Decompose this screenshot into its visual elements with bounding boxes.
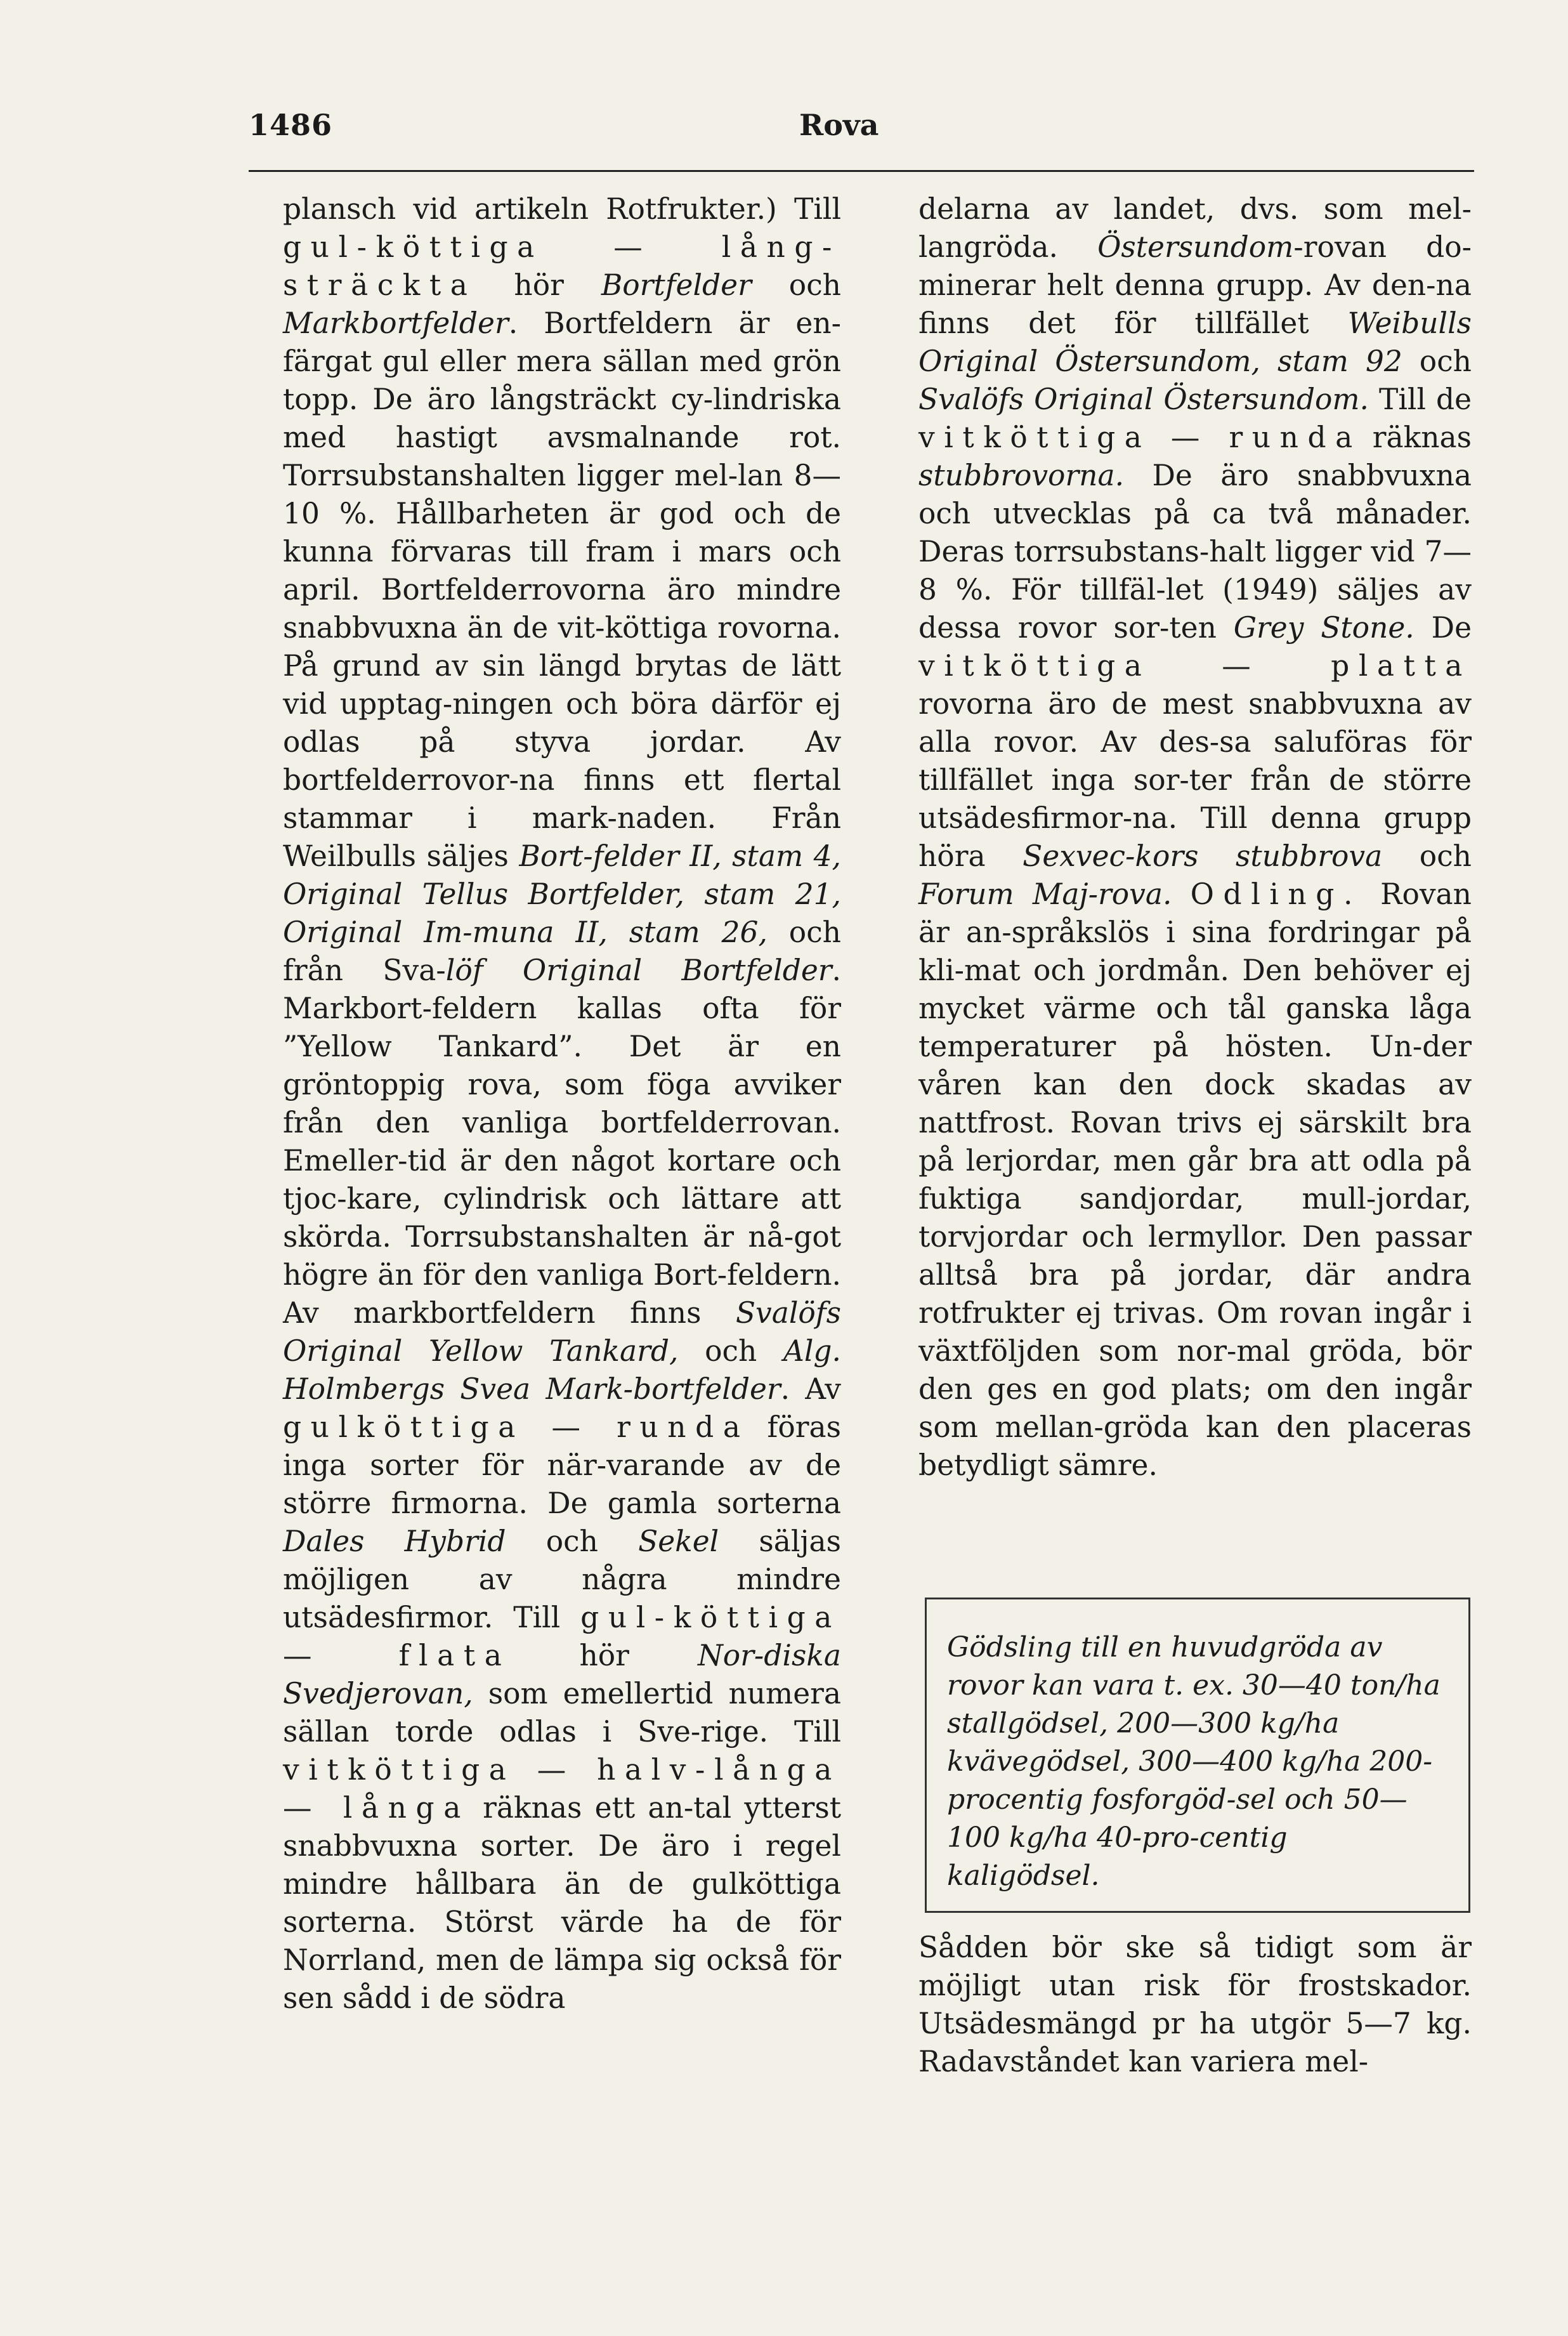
text-run: säljas möjligen av några mindre utsädesfirmor. Till	[283, 1525, 841, 1634]
italic-term: stubbrovorna.	[918, 459, 1125, 492]
text-run: som emellertid numera sällan torde odlas i Sve-rige. Till	[283, 1677, 841, 1749]
spaced-term: gul-köttiga — lång-sträckta	[283, 230, 841, 302]
right-column-continuation	[918, 1929, 1472, 2081]
italic-term: Weibulls Original Östersundom, stam 92	[918, 306, 1472, 378]
text-run: . Bortfeldern är en-färgat gul eller mera sällan med grön topp. De äro långsträckt cy-lindriska med hastigt avsmalnande rot. Torrsubstanshalten ligger mel-lan 8—10 %. Hållbarheten är god och de kunna förvaras till fram i mars och april. Bortfelderrovorna äro mindre snabbvuxna än de vit-köttiga rovorna. På grund av sin längd brytas de lätt vid upptag-ningen och böra därför ej odlas på styva jordar. Av bortfelderrovor-na finns ett flertal stammar i mark-naden. Från Weilbulls säljes	[283, 306, 841, 873]
spaced-term: vitköttiga — platta	[918, 649, 1472, 683]
text-run: räknas	[1361, 421, 1472, 454]
italic-term: Sekel	[638, 1525, 719, 1558]
continuation-text: Sådden bör ske så tidigt som är möjligt utan risk för frostskador. Utsädesmängd pr ha utgör 5—7 kg. Radavståndet kan variera mel-	[918, 1931, 1472, 2078]
italic-term: löf Original Bortfelder	[445, 954, 832, 987]
italic-term: Forum Maj-rova.	[918, 877, 1172, 911]
text-run: plansch vid artikeln Rotfrukter.) Till	[283, 192, 841, 226]
italic-term: Markbortfelder	[283, 306, 509, 340]
text-run	[1172, 877, 1190, 911]
italic-term: Nor-diska Svedjerovan,	[283, 1639, 841, 1710]
text-run: räknas ett an-tal ytterst snabbvuxna sorter. De äro i regel mindre hållbara än de gulköttiga sorterna. Störst värde ha de för Norrland, men de lämpa sig också för sen sådd i de södra	[283, 1791, 841, 2015]
italic-term: Svalöfs Original Östersundom.	[918, 383, 1369, 416]
text-run: hör	[511, 1639, 698, 1672]
italic-term: Sexvec-kors stubbrova	[1022, 839, 1383, 873]
page-header	[249, 108, 1463, 146]
text-run: och från Sva-	[283, 915, 841, 987]
header-rule	[249, 170, 1474, 172]
text-run: föras inga sorter för när-varande av de större firmorna. De gamla sorterna	[283, 1410, 841, 1520]
text-run: och	[1402, 344, 1472, 378]
left-column	[283, 190, 841, 2018]
italic-term: Grey Stone.	[1233, 611, 1414, 645]
spaced-term: vitköttiga — runda	[918, 421, 1362, 454]
text-run: . Av	[780, 1372, 841, 1406]
fertilizer-box	[925, 1598, 1470, 1913]
italic-term: Östersundom	[1097, 230, 1294, 264]
running-head: Rova	[799, 108, 879, 142]
text-run: och	[678, 1334, 783, 1368]
text-run: De äro snabbvuxna och utvecklas på ca två månader. Deras torrsubstans-halt ligger vid 7—8 %. För tillfäl-let (1949) säljes av dessa rovor sor-ten	[918, 459, 1472, 645]
spaced-term: gul-köttiga — flata	[283, 1601, 841, 1672]
text-run: hör	[476, 268, 601, 302]
italic-term: Svalöfs Original Yellow Tankard,	[283, 1296, 841, 1368]
text-run: -rovan do-minerar helt denna grupp. Av den-na finns det för tillfället	[918, 230, 1472, 340]
text-run: och	[751, 268, 841, 302]
text-run: . Markbort-feldern kallas ofta för ”Yellow Tankard”. Det är en gröntoppig rova, som föga avviker från den vanliga bortfelderrovan. Emeller-tid är den något kortare och tjoc-kare, cylindrisk och lättare att skörda. Torrsubstanshalten är nå-got högre än för den vanliga Bort-feldern. Av markbortfeldern finns	[283, 954, 841, 1330]
italic-term: Alg. Holmbergs Svea Mark-bortfelder	[283, 1334, 841, 1406]
left-column-text	[283, 190, 841, 2018]
text-run: Rovan är an-språkslös i sina fordringar på kli-mat och jordmån. Den behöver ej mycket värme och tål ganska låga temperaturer på hösten. Un-der våren kan den dock skadas av nattfrost. Rovan trivs ej särskilt bra på lerjordar, men går bra att odla på fuktiga sandjordar, mull-jordar, torvjordar och lermyllor. Den passar alltså bra på jordar, där andra rotfrukter ej trivas. Om rovan ingår i växtföljden som nor-mal gröda, bör den ges en god plats; om den ingår som mellan-gröda kan den placeras betydligt sämre.	[918, 877, 1472, 1482]
page-number: 1486	[249, 108, 333, 142]
fertilizer-box-text: Gödsling till en huvudgröda av rovor kan vara t. ex. 30—40 ton/ha stallgödsel, 200—300 kg/ha kvävegödsel, 300—400 kg/ha 200-procentig fosforgöd-sel och 50—100 kg/ha 40-pro-centig kaligödsel.	[947, 1631, 1441, 1892]
section-heading-odling: Odling.	[1190, 877, 1362, 911]
text-run: och	[1382, 839, 1472, 873]
right-column	[918, 190, 1472, 1485]
text-run: rovorna äro de mest snabbvuxna av alla rovor. Av des-sa saluföras för tillfället inga sor-ter från de större utsädesfirmor-na. Till denna grupp höra	[918, 687, 1472, 873]
right-column-text	[918, 190, 1472, 1485]
text-run: delarna av landet, dvs. som mel-langröda.	[918, 192, 1472, 264]
spaced-term: vitköttiga — halv-långa — långa	[283, 1753, 841, 1825]
italic-term: Dales Hybrid	[283, 1525, 506, 1558]
text-run: De	[1414, 611, 1472, 645]
italic-term: Bort-felder II, stam 4, Original Tellus Bortfelder, stam 21, Original Im-muna II, stam 26,	[283, 839, 842, 949]
text-run: och	[506, 1525, 639, 1558]
italic-term: Bortfelder	[601, 268, 752, 302]
text-run: Till de	[1369, 383, 1472, 416]
spaced-term: gulköttiga — runda	[283, 1410, 750, 1444]
